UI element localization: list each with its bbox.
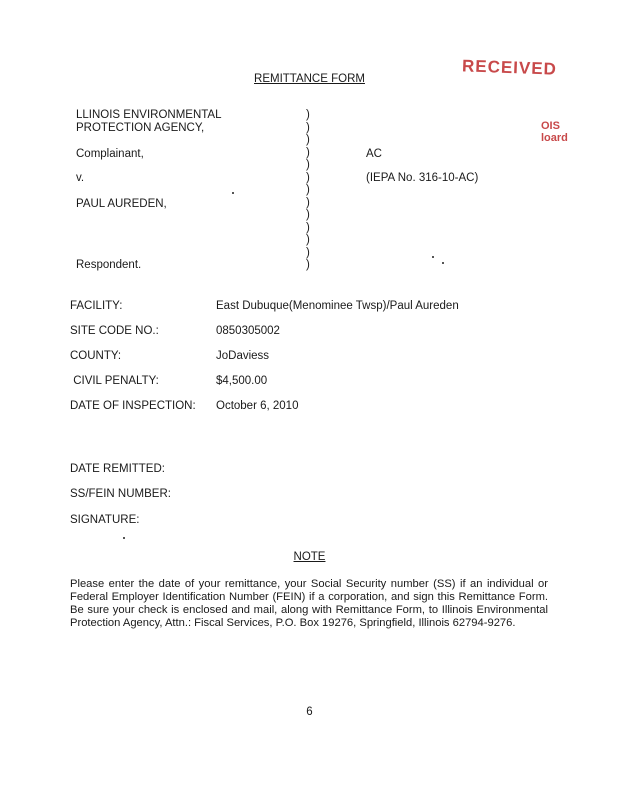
note-body: Please enter the date of your remittance, your Social Security number (SS) if an individual or Federal Employer Identification Number (FEIN) if a corporation, and sign this Remittance Form. Be sure your check is enclosed and mail, along with Remittance Form, to Illinois Environmental Protection Agency, Attn.: Fiscal Services, P.O. Box 19276, Springfield, Illinois 62794-9276. [70,578,548,629]
field-value-site-code: 0850305002 [216,325,280,337]
ss-fein-number-label[interactable]: SS/FEIN NUMBER: [70,488,171,500]
case-type: AC [366,148,382,160]
field-value-facility: East Dubuque(Menominee Twsp)/Paul Aureden [216,300,459,312]
respondent-name: PAUL AUREDEN, [76,198,167,210]
field-label-facility: FACILITY: [70,300,123,312]
field-label-civil-penalty: CIVIL PENALTY: [70,375,159,387]
page-number: 6 [306,706,313,718]
scan-speck [432,256,434,258]
stamp-fragment-2: loard [541,132,568,144]
versus-label: v. [76,172,85,184]
field-value-inspection-date: October 6, 2010 [216,400,299,412]
stamp-fragment-1: OIS [541,120,560,132]
field-label-inspection-date: DATE OF INSPECTION: [70,400,196,412]
scan-speck [232,192,234,194]
complainant-name: LLINOIS ENVIRONMENTAL PROTECTION AGENCY, [76,109,222,134]
respondent-label: Respondent. [76,259,142,271]
received-stamp-text: RECEIVED [461,56,558,79]
scan-speck [123,537,125,539]
note-heading: NOTE [293,551,326,563]
field-label-site-code: SITE CODE NO.: [70,325,159,337]
signature-label[interactable]: SIGNATURE: [70,514,140,526]
page-title: REMITTANCE FORM [254,73,365,85]
caption-parentheses: ) ) ) ) ) ) ) ) ) ) ) ) ) [306,109,310,271]
field-value-county: JoDaviess [216,350,270,362]
date-remitted-label[interactable]: DATE REMITTED: [70,463,165,475]
complainant-label: Complainant, [76,148,144,160]
field-label-county: COUNTY: [70,350,122,362]
case-number: (IEPA No. 316-10-AC) [366,172,479,184]
field-value-civil-penalty: $4,500.00 [216,375,268,387]
scan-speck [442,262,444,264]
